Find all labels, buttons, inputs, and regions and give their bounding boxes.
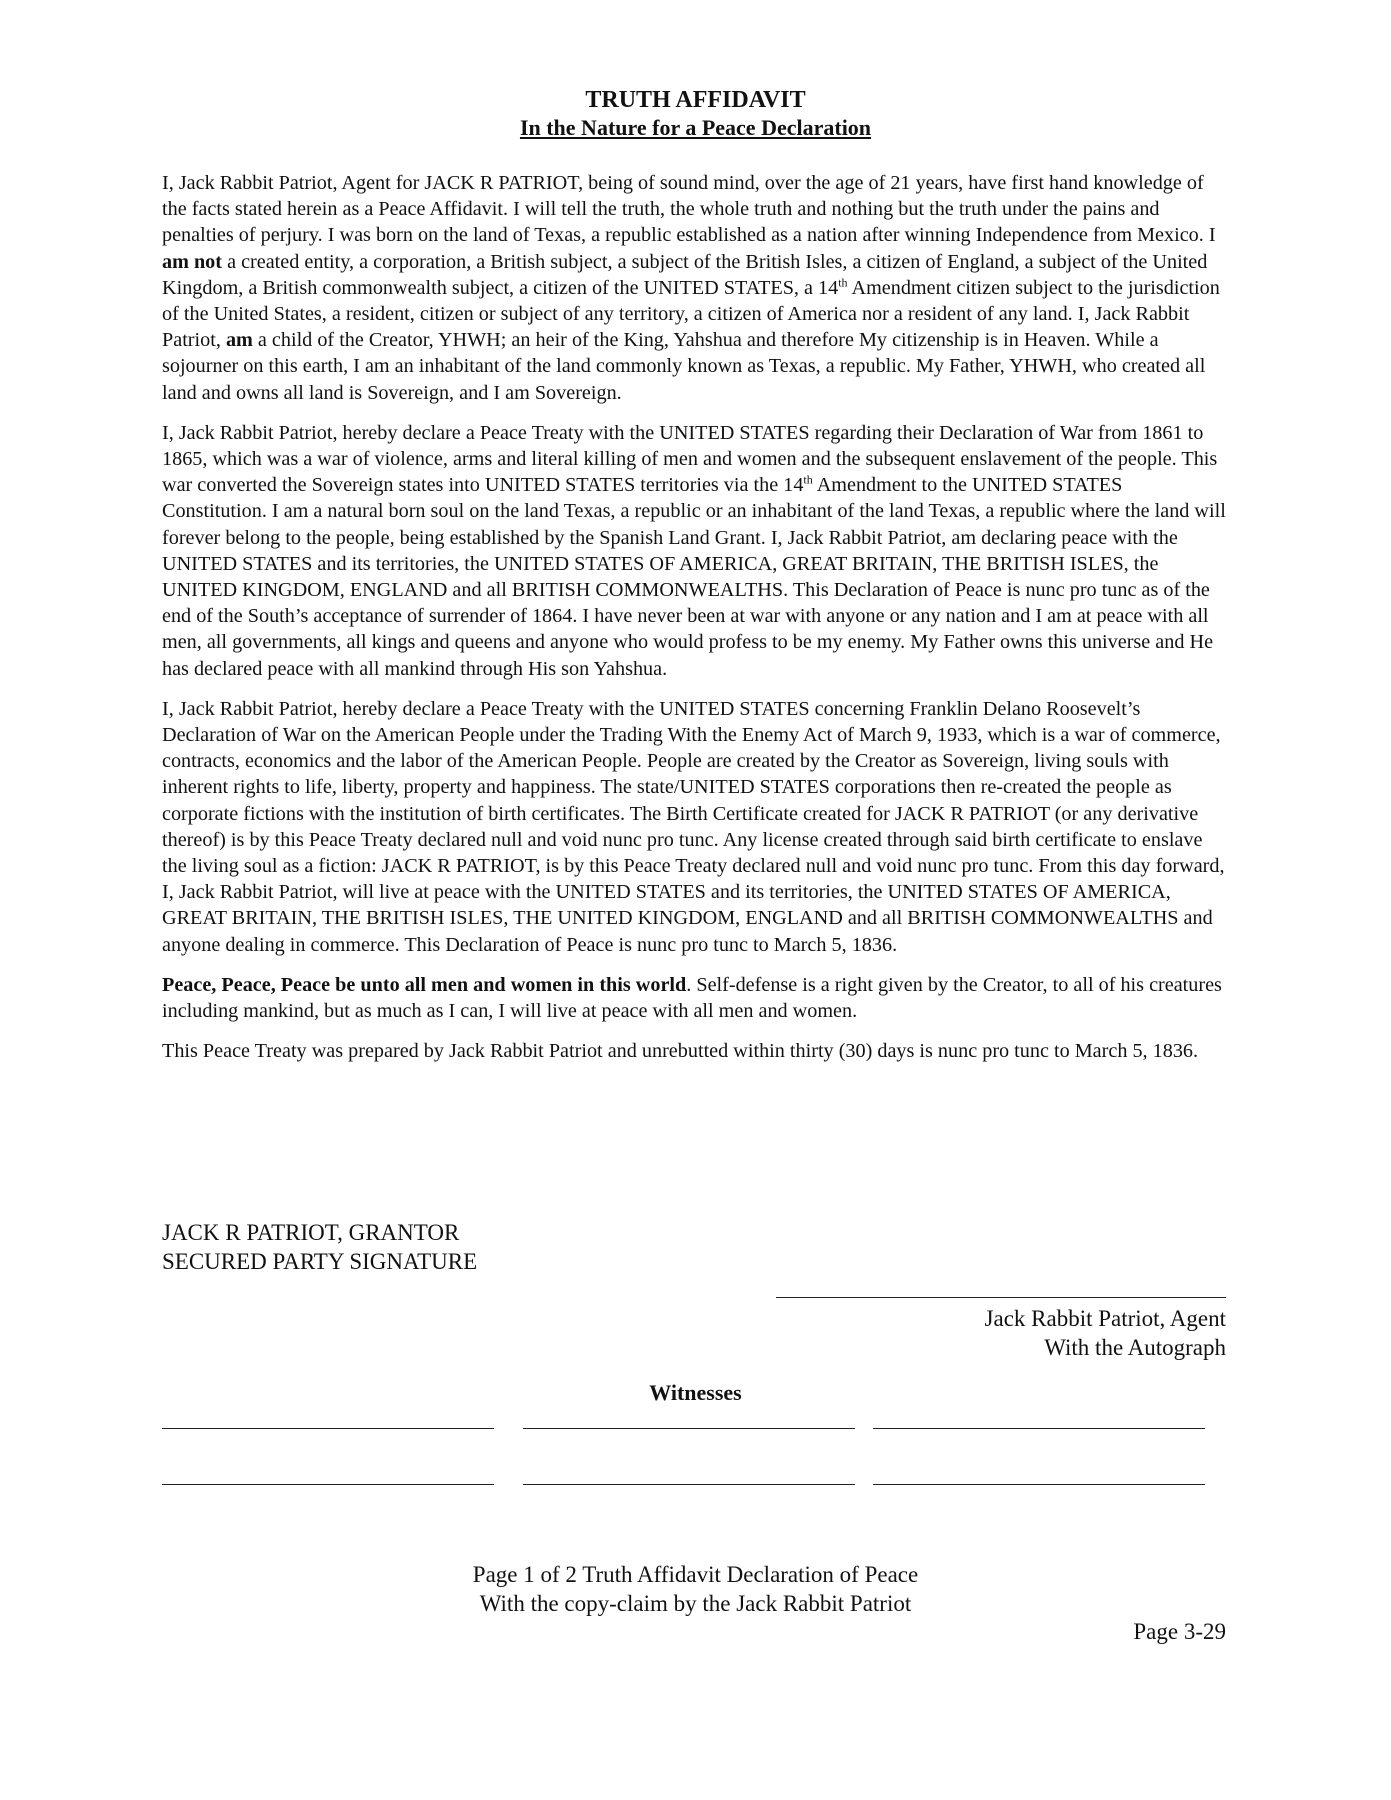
paragraph-text: Amendment to the UNITED STATES Constitution. I am a natural born soul on the land Texas, a republic or an inhabitant of the land Texas, a republic where the land will forever belong to the people, being established by the Spanish Land Grant. I, Jack Rabbit Patriot, am declaring peace with the UNITED STATES and its territories, the UNITED STATES OF AMERICA, GREAT BRITAIN, THE BRITISH ISLES, the UNITED KINGDOM, ENGLAND and all BRITISH COMMONWEALTHS. This Declaration of Peace is nunc pro tunc as of the end of the South’s acceptance of surrender of 1864. I have never been at war with anyone or any nation and I am at peace with all men, all governments, all kings and queens and anyone who would profess to be my enemy. My Father owns this universe and He has declared peace with all mankind through His son Yahshua. bbox=[162, 474, 1226, 680]
emphasis-text: am not bbox=[162, 250, 223, 273]
witness-signature-line[interactable] bbox=[873, 1428, 1205, 1429]
emphasis-text: Peace, Peace, Peace be unto all men and women in this world bbox=[162, 973, 687, 996]
witnesses-heading: Witnesses bbox=[649, 1380, 742, 1405]
witness-signature-line[interactable] bbox=[162, 1484, 494, 1485]
ordinal-superscript: th bbox=[838, 275, 848, 290]
paragraph-text: I, Jack Rabbit Patriot, Agent for JACK R PATRIOT, being of sound mind, over the age of 21 years, have first hand knowledge of the facts stated herein as a Peace Affidavit. I will tell the truth, the whole truth and nothing but the truth under the pains and penalties of perjury. I was born on the land of Texas, a republic established as a nation after winning Independence from Mexico. I bbox=[162, 172, 1216, 247]
affidavit-body bbox=[162, 170, 1226, 1079]
paragraph-declaration-of-status bbox=[162, 170, 1226, 406]
ordinal-superscript: th bbox=[803, 472, 813, 487]
autograph-note: With the Autograph bbox=[1044, 1335, 1226, 1360]
paragraph-text: I, Jack Rabbit Patriot, hereby declare a Peace Treaty with the UNITED STATES regarding their Declaration of War from 1861 to 1865, which was a war of violence, arms and literal killing of men and women and the subsequent enslavement of the people. This war converted the Sovereign states into UNITED STATES territories via the 14 bbox=[162, 421, 1218, 497]
paragraph-text: a child of the Creator, YHWH; an heir of the King, Yahshua and therefore My citizenship is in Heaven. While a sojourner on this earth, I am an inhabitant of the land commonly known as Texas, a republic. My Father, YHWH, who created all land and owns all land is Sovereign, and I am Sovereign. bbox=[162, 329, 1206, 404]
footer-copy-claim: With the copy-claim by the Jack Rabbit Patriot bbox=[479, 1591, 912, 1616]
page-footer bbox=[0, 1560, 1391, 1618]
witness-signature-line[interactable] bbox=[523, 1484, 855, 1485]
signature-line[interactable] bbox=[776, 1297, 1226, 1298]
witness-signature-line[interactable] bbox=[523, 1428, 855, 1429]
paragraph-text: . Self-defense is a right given by the Creator, to all of his creatures including mankind, but as much as I can, I will live at peace with all men and women. bbox=[162, 973, 1222, 1023]
page-number: Page 3-29 bbox=[1133, 1619, 1226, 1644]
document-subtitle: In the Nature for a Peace Declaration bbox=[519, 115, 872, 140]
witness-signature-line[interactable] bbox=[873, 1484, 1205, 1485]
document-title: TRUTH AFFIDAVIT bbox=[585, 87, 806, 113]
witness-signature-line[interactable] bbox=[162, 1428, 494, 1429]
emphasis-text: am bbox=[225, 329, 253, 352]
signer-name: Jack Rabbit Patriot, Agent bbox=[984, 1306, 1226, 1331]
footer-page-info: Page 1 of 2 Truth Affidavit Declaration of Peace bbox=[472, 1562, 919, 1587]
signature-caption bbox=[776, 1304, 1226, 1362]
paragraph-commerce-treaty: I, Jack Rabbit Patriot, hereby declare a Peace Treaty with the UNITED STATES concerning Franklin Delano Roosevelt’s Declaration of War on the American People under the Trading With the Enemy Act of March 9, 1933, which is a war of commerce, contracts, economics and the labor of the American People. People are created by the Creator as Sovereign, living souls with inherent rights to life, liberty, property and happiness. The state/UNITED STATES corporations then re-created the people as corporate fictions with the institution of birth certificates. The Birth Certificate created for JACK R PATRIOT (or any derivative thereof) is by this Peace Treaty declared null and void nunc pro tunc. Any license created through said birth certificate to enslave the living soul as a fiction: JACK R PATRIOT, is by this Peace Treaty declared null and void nunc pro tunc. From this day forward, I, Jack Rabbit Patriot, will live at peace with the UNITED STATES and its territories, the UNITED STATES OF AMERICA, GREAT BRITAIN, THE BRITISH ISLES, THE UNITED KINGDOM, ENGLAND and all BRITISH COMMONWEALTHS and anyone dealing in commerce. This Declaration of Peace is nunc pro tunc to March 5, 1836. bbox=[162, 697, 1225, 956]
paragraph-text: Amendment citizen subject to the jurisdiction of the United States, a resident, citizen or subject of any territory, a citizen of America nor a resident of any land. I, Jack Rabbit Patriot, bbox=[162, 276, 1220, 352]
grantor-block bbox=[162, 1218, 477, 1276]
paragraph-civil-war-treaty bbox=[162, 420, 1226, 682]
paragraph-peace-blessing bbox=[162, 972, 1226, 1024]
grantor-name: JACK R PATRIOT, GRANTOR bbox=[162, 1220, 460, 1245]
secured-party-label: SECURED PARTY SIGNATURE bbox=[162, 1249, 478, 1274]
paragraph-text: a created entity, a corporation, a British subject, a subject of the British Isles, a citizen of England, a subject of the United Kingdom, a British commonwealth subject, a citizen of the UNITED STATES, a 14 bbox=[162, 250, 1208, 299]
paragraph-preparation-note: This Peace Treaty was prepared by Jack Rabbit Patriot and unrebutted within thirty (30) days is nunc pro tunc to March 5, 1836. bbox=[162, 1040, 1199, 1063]
